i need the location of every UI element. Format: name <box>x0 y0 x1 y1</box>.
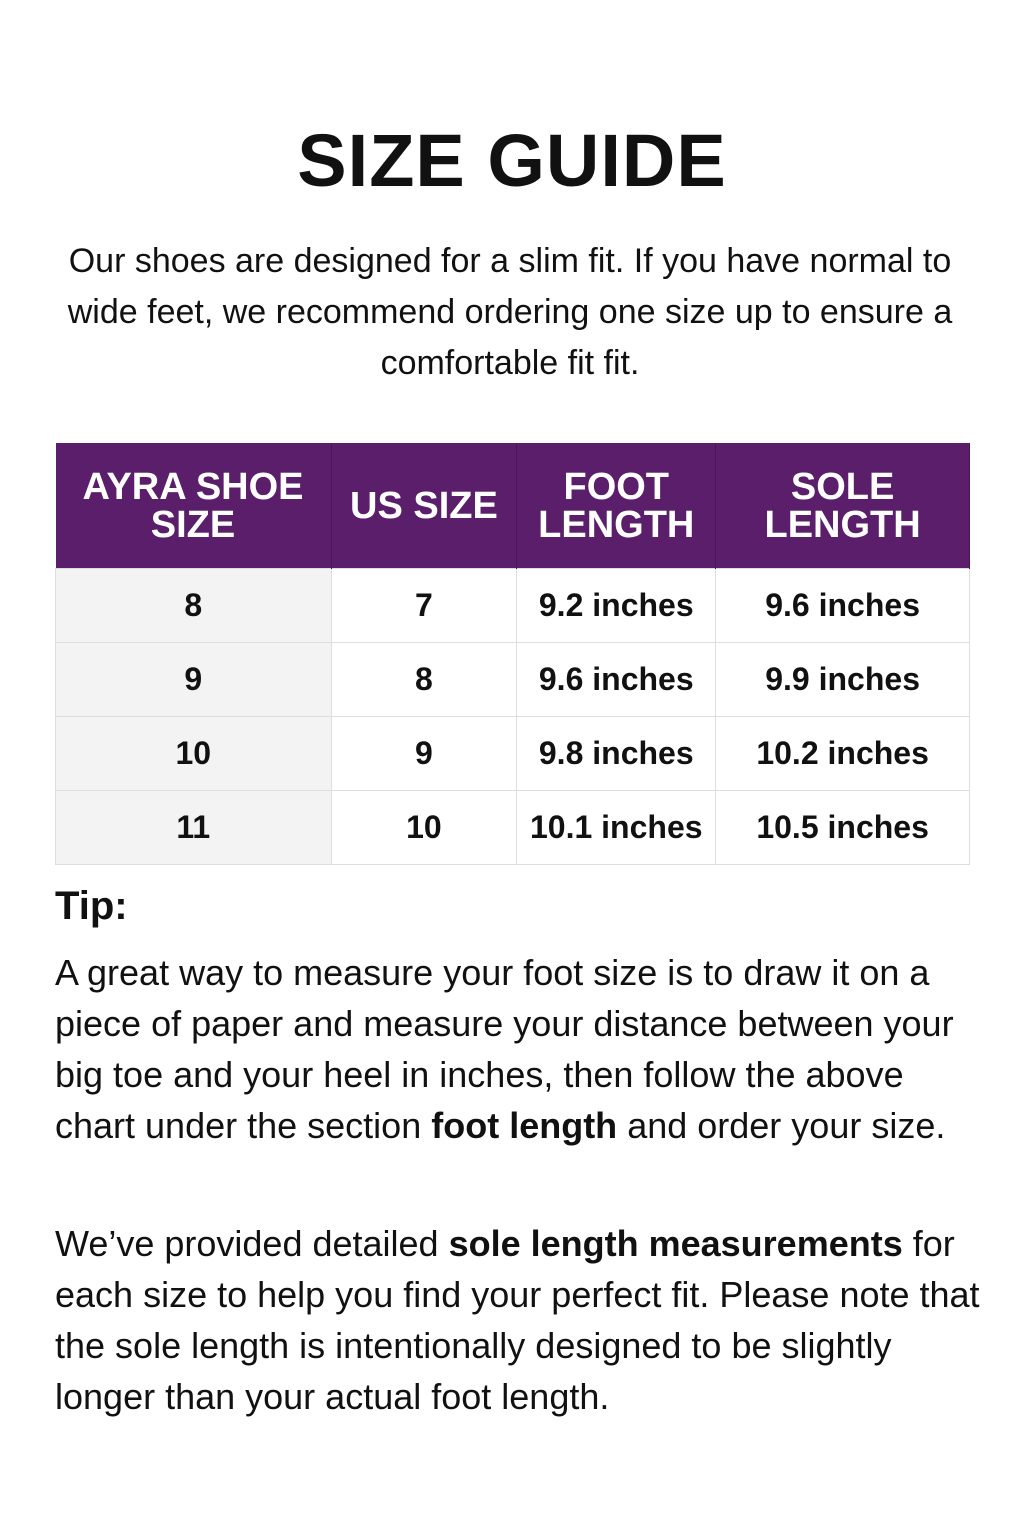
cell-us-size: 9 <box>331 717 517 791</box>
page-title: SIZE GUIDE <box>297 119 727 202</box>
cell-foot-length: 10.1 inches <box>517 791 716 865</box>
intro-text: Our shoes are designed for a slim fit. If you have normal to wide feet, we recommend ordering one size up to ensure a comfortable fit fit. <box>67 242 953 382</box>
tip-text: and order your size. <box>617 1105 946 1146</box>
header-foot-length: FOOT LENGTH <box>517 443 716 569</box>
cell-ayra-size: 10 <box>56 717 332 791</box>
tip-paragraph-measure <box>55 947 985 1151</box>
cell-ayra-size: 8 <box>56 569 332 643</box>
tip-heading: Tip: <box>55 884 128 928</box>
table-row <box>56 569 970 643</box>
cell-ayra-size: 9 <box>56 643 332 717</box>
tip-text: A great way to measure your foot size is to draw it on a piece of paper and measure your distance between your big toe and your heel in inches, then follow the above chart under the section <box>55 952 954 1146</box>
cell-sole-length: 9.9 inches <box>716 643 970 717</box>
header-ayra-size: AYRA SHOE SIZE <box>56 443 332 569</box>
size-table <box>55 443 970 865</box>
table-header-row <box>56 443 970 569</box>
tip-text: We’ve provided detailed <box>55 1223 449 1264</box>
table-row <box>56 717 970 791</box>
tip-bold-foot-length: foot length <box>431 1105 618 1146</box>
tip-text: for each size to help you find your perfect fit. Please note that the sole length is intentionally designed to be slightly longer than your actual foot length. <box>55 1223 980 1417</box>
table-row <box>56 791 970 865</box>
cell-sole-length: 10.5 inches <box>716 791 970 865</box>
cell-us-size: 7 <box>331 569 517 643</box>
cell-foot-length: 9.2 inches <box>517 569 716 643</box>
cell-foot-length: 9.8 inches <box>517 717 716 791</box>
table-row <box>56 643 970 717</box>
cell-us-size: 10 <box>331 791 517 865</box>
cell-us-size: 8 <box>331 643 517 717</box>
cell-sole-length: 9.6 inches <box>716 569 970 643</box>
cell-ayra-size: 11 <box>56 791 332 865</box>
cell-foot-length: 9.6 inches <box>517 643 716 717</box>
tip-bold-sole-length: sole length measurements <box>448 1223 903 1264</box>
header-us-size: US SIZE <box>331 443 517 569</box>
cell-sole-length: 10.2 inches <box>716 717 970 791</box>
tip-paragraph-sole <box>55 1218 985 1422</box>
header-sole-length: SOLE LENGTH <box>716 443 970 569</box>
